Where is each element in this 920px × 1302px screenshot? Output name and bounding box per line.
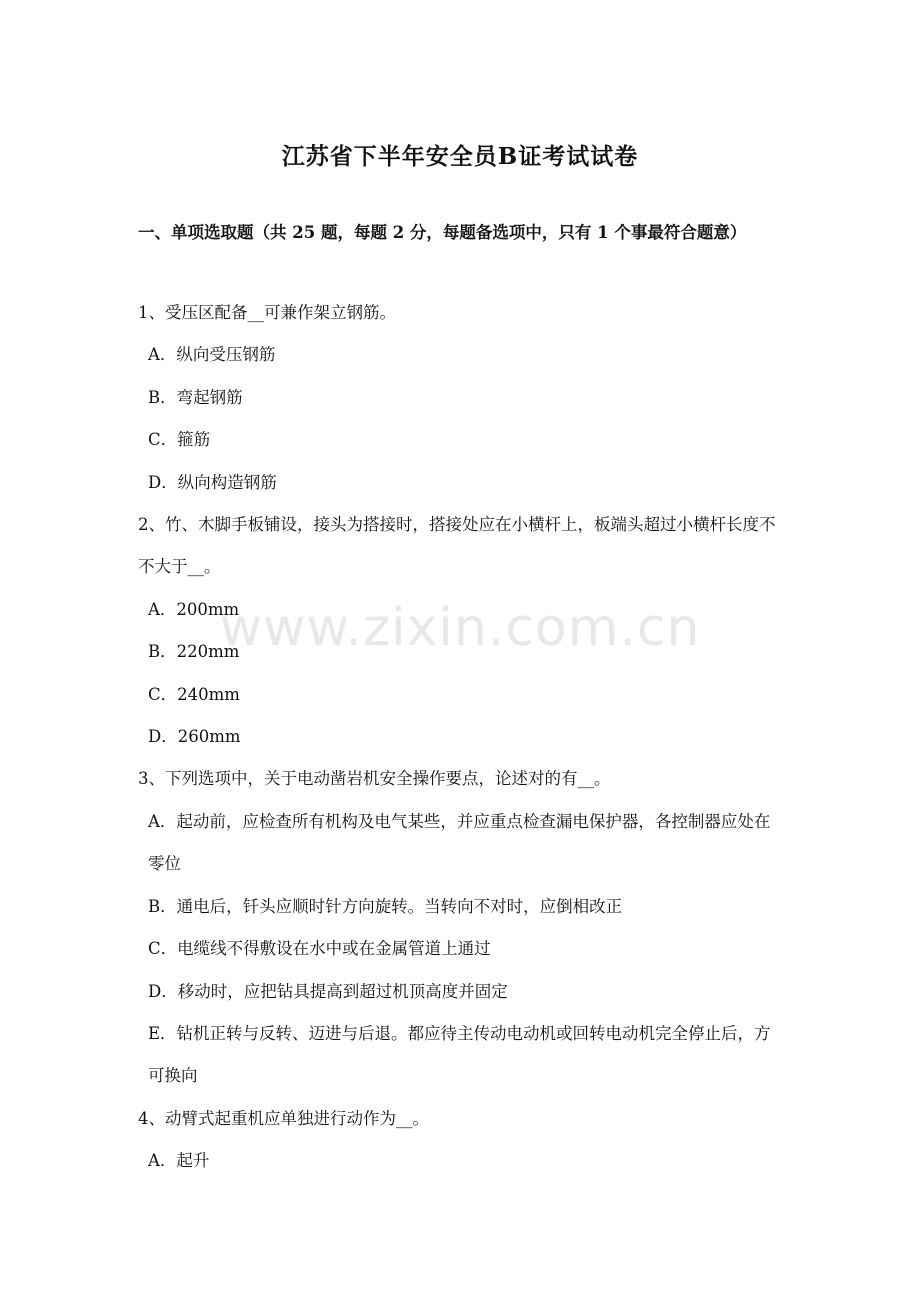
answer-option: C．240mm	[148, 684, 240, 704]
question	[138, 504, 782, 758]
question-text: 2、竹、木脚手板铺设，接头为搭接时，搭接处应在小横杆上，板端头超过小横杆长度不不大于__。	[138, 515, 776, 577]
answer-option: B．220mm	[148, 642, 240, 662]
question	[138, 758, 782, 1097]
answer-option: A．纵向受压钢筋	[148, 345, 276, 365]
answer-option: A．起动前，应检查所有机构及电气某些，并应重点检查漏电保护器，各控制器应处在零位	[148, 811, 771, 874]
question-text: 1、受压区配备__可兼作架立钢筋。	[138, 303, 396, 322]
watermark: www.zixin.com.cn	[219, 598, 701, 658]
answer-option: B．弯起钢筋	[148, 387, 243, 407]
question	[138, 1098, 782, 1183]
answer-option: D．移动时，应把钻具提高到超过机顶高度并固定	[148, 981, 508, 1001]
answer-option: B．通电后，钎头应顺时针方向旋转。当转向不对时，应倒相改正	[148, 896, 623, 916]
document-title: 江苏省下半年安全员B证考试试卷	[281, 143, 639, 170]
question	[138, 292, 782, 504]
answer-option: C．电缆线不得敷设在水中或在金属管道上通过	[148, 939, 491, 959]
answer-option: C．箍筋	[148, 430, 211, 450]
question-list	[138, 292, 782, 1183]
answer-option: A．起升	[148, 1151, 210, 1171]
section-heading: 一、单项选取题（共 25 题，每题 2 分，每题备选项中，只有 1 个事最符合题意）	[138, 223, 747, 242]
question-text: 4、动臂式起重机应单独进行动作为__。	[138, 1108, 429, 1128]
question-text: 3、下列选项中，关于电动凿岩机安全操作要点，论述对的有__。	[138, 769, 611, 789]
answer-option: E．钻机正转与反转、迈进与后退。都应待主传动电动机或回转电动机完全停止后，方可换向	[148, 1023, 771, 1086]
answer-option: D．260mm	[148, 727, 241, 747]
answer-option: A．200mm	[148, 599, 240, 619]
answer-option: D．纵向构造钢筋	[148, 472, 277, 492]
